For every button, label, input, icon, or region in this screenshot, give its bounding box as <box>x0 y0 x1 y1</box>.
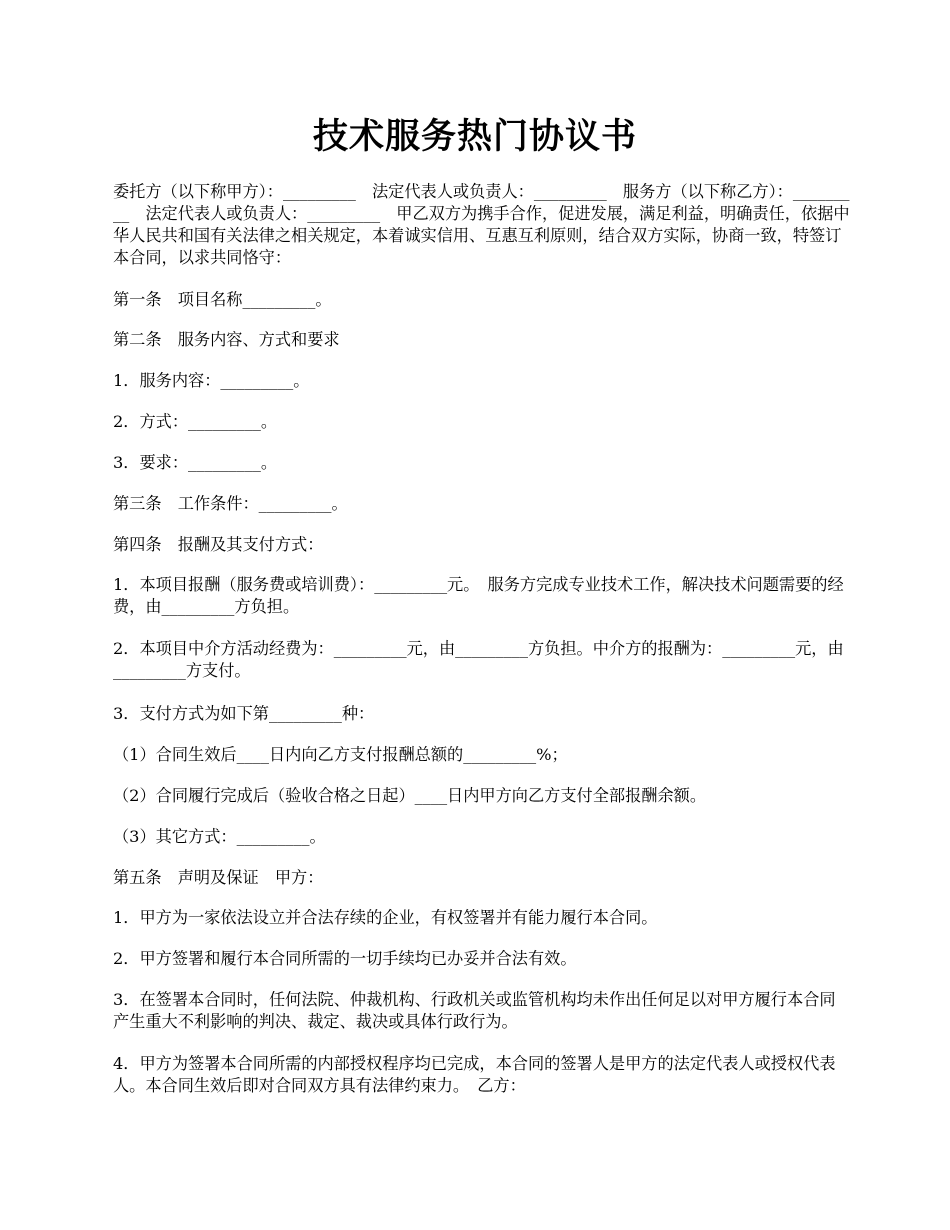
party-a-warranty-4: 4．甲方为签署本合同所需的内部授权程序均已完成，本合同的签署人是甲方的法定代表人或授权代表人。本合同生效后即对合同双方具有法律约束力。 乙方： <box>113 1054 836 1095</box>
article-4-item-2: 2．本项目中介方活动经费为：_________元，由_________方负担。中介方的报酬为：_________元，由_________方支付。 <box>113 639 844 680</box>
party-a-warranty-3: 3．在签署本合同时，任何法院、仲裁机构、行政机关或监管机构均未作出任何足以对甲方履行本合同产生重大不利影响的判决、裁定、裁决或具体行政行为。 <box>113 990 836 1031</box>
payment-option-1: （1）合同生效后____日内向乙方支付报酬总额的_________%； <box>113 745 568 764</box>
article-5-heading: 第五条 声明及保证 甲方： <box>113 868 324 887</box>
payment-option-2: （2）合同履行完成后（验收合格之日起）____日内甲方向乙方支付全部报酬余额。 <box>113 786 707 805</box>
article-4-item-3: 3．支付方式为如下第_________种： <box>113 704 375 723</box>
article-1-project-name: 第一条 项目名称_________。 <box>113 290 332 309</box>
article-3-work-conditions: 第三条 工作条件：_________。 <box>113 494 348 513</box>
article-2-item-2: 2．方式：_________。 <box>113 412 278 431</box>
article-2-heading: 第二条 服务内容、方式和要求 <box>113 330 340 349</box>
payment-option-3: （3）其它方式：_________。 <box>113 827 326 846</box>
document-title: 技术服务热门协议书 <box>312 116 637 157</box>
preamble-paragraph: 委托方（以下称甲方）：_________ 法定代表人或负责人：_________ 服务方（以下称乙方）：_________ 法定代表人或负责人：_________ 甲乙双方为携手合作，促进发展，满足利益，明确责任，依据中华人民共和国有关法律之相关规定，本着诚实信用、互惠互利原则，结合双方实际，协商一致，特签订本合同，以求共同恪守： <box>113 182 850 267</box>
party-a-warranty-2: 2．甲方签署和履行本合同所需的一切手续均已办妥并合法有效。 <box>113 949 577 968</box>
article-2-item-3: 3．要求：_________。 <box>113 453 278 472</box>
article-2-item-1: 1．服务内容：_________。 <box>113 371 310 390</box>
party-a-warranty-1: 1．甲方为一家依法设立并合法存续的企业，有权签署并有能力履行本合同。 <box>113 908 658 927</box>
article-4-heading: 第四条 报酬及其支付方式： <box>113 535 324 554</box>
article-4-item-1: 1．本项目报酬（服务费或培训费）：_________元。 服务方完成专业技术工作，解决技术问题需要的经费，由_________方负担。 <box>113 575 844 616</box>
